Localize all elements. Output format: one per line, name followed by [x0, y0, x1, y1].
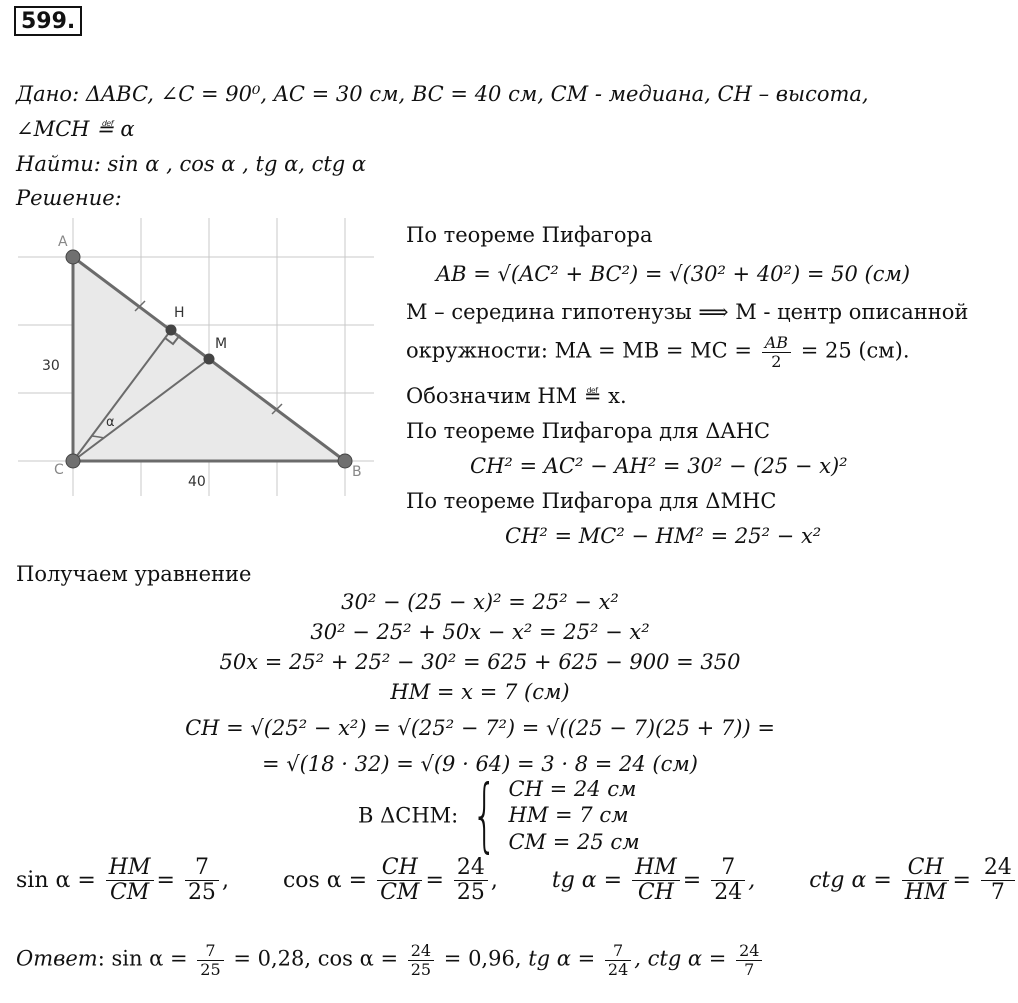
ab-formula: AB = √(AC² + BC²) = √(30² + 40²) = 50 (см) — [436, 262, 911, 286]
label-h: H — [174, 305, 185, 321]
triangle-figure — [18, 218, 374, 496]
answer-label: Ответ — [16, 946, 98, 971]
eq-line-5: CH = √(25² − x²) = √(25² − 7²) = √((25 − 7)(25 + 7)) = — [185, 716, 775, 740]
system-brace: { — [471, 768, 498, 862]
given-line-2: ∠MCH ≝ α — [16, 117, 135, 141]
ctg-expr: ctg α = $\frac{CH}{HM}$ = $\frac{24}{7}$ — [809, 868, 1018, 893]
find-text: : sin α , cos α , tg α, ctg α — [93, 152, 367, 176]
radius-num: AB — [762, 334, 791, 353]
find-line — [16, 152, 366, 176]
point-b — [338, 454, 352, 468]
point-a — [66, 250, 80, 264]
radius-post: = 25 (см). — [800, 338, 910, 363]
hm-definition: Обозначим HM ≝ x. — [406, 384, 627, 408]
point-m — [204, 354, 215, 365]
given-label: Дано — [16, 82, 73, 106]
equation-intro: Получаем уравнение — [16, 562, 252, 586]
label-side-bc: 40 — [188, 474, 206, 490]
system-row: CH = 24 см — [508, 777, 637, 801]
point-c — [66, 454, 80, 468]
radius-pre: окружности: MA = MB = MC = — [406, 338, 752, 363]
answer-ctg-frac: $\frac{24}{7}$ — [736, 942, 762, 978]
pythagoras-title: По теореме Пифагора — [406, 223, 653, 247]
ch-from-mhc: CH² = MC² − HM² = 25² − x² — [505, 524, 822, 548]
pythagoras-mhc: По теореме Пифагора для ΔMHC — [406, 489, 777, 513]
chm-system — [358, 768, 640, 862]
cos-expr: cos α = $\frac{CH}{CM}$ = $\frac{24}{25}$ , — [282, 855, 498, 906]
tg-expr: tg α = $\frac{HM}{CH}$ = $\frac{7}{24}$ , — [551, 855, 756, 906]
eq-line-6: = √(18 · 32) = √(9 · 64) = 3 · 8 = 24 (см) — [262, 752, 698, 776]
system-prefix: В ΔCHM: — [358, 803, 459, 828]
label-alpha: α — [106, 415, 115, 430]
radius-fraction — [762, 334, 791, 370]
eq-line-4: HM = x = 7 (см) — [390, 680, 570, 704]
system-row: CM = 25 см — [508, 829, 640, 854]
eq-line-3: 50x = 25² + 25² − 30² = 625 + 625 − 900 = 350 — [219, 650, 741, 674]
answer-sin-frac: $\frac{7}{25}$ — [197, 942, 223, 978]
given-text: : ΔABC, ∠C = 90⁰, AC = 30 см, BC = 40 см, CM - медиана, CH – высота, — [72, 82, 869, 106]
system-row: HM = 7 см — [508, 803, 629, 828]
median-statement: M – середина гипотенузы ⟹ M - центр описанной — [406, 300, 969, 324]
pythagoras-ahc: По теореме Пифагора для ΔAHC — [406, 419, 771, 443]
label-side-ac: 30 — [42, 358, 60, 374]
trig-row — [16, 856, 1018, 905]
label-m: M — [215, 336, 228, 352]
label-a: A — [58, 234, 68, 250]
given-line-1 — [16, 82, 869, 106]
radius-line — [406, 334, 910, 370]
answer-cos-frac: $\frac{24}{25}$ — [408, 942, 434, 978]
find-label: Найти — [16, 152, 94, 176]
problem-number: 599. — [14, 6, 82, 36]
sin-expr: sin α = $\frac{HM}{CM}$ = $\frac{7}{25}$ , — [16, 855, 229, 906]
solution-label: Решение: — [16, 186, 122, 210]
label-c: C — [54, 462, 64, 478]
point-h — [166, 325, 177, 336]
radius-den: 2 — [771, 351, 782, 371]
eq-line-1: 30² − (25 − x)² = 25² − x² — [341, 590, 619, 614]
system-rows — [509, 776, 640, 855]
label-b: B — [352, 464, 362, 480]
ch-from-ahc: CH² = AC² − AH² = 30² − (25 − x)² — [470, 454, 848, 478]
answer-line: Ответ: sin α = $\frac{7}{25}$ = 0,28, cos α = $\frac{24}{25}$ = 0,96, tg α = $\frac{7}{24}$ , ctg α = $\frac{24}{7}$ — [16, 942, 765, 978]
eq-line-2: 30² − 25² + 50x − x² = 25² − x² — [310, 620, 650, 644]
answer-tg-frac: $\frac{7}{24}$ — [605, 942, 631, 978]
